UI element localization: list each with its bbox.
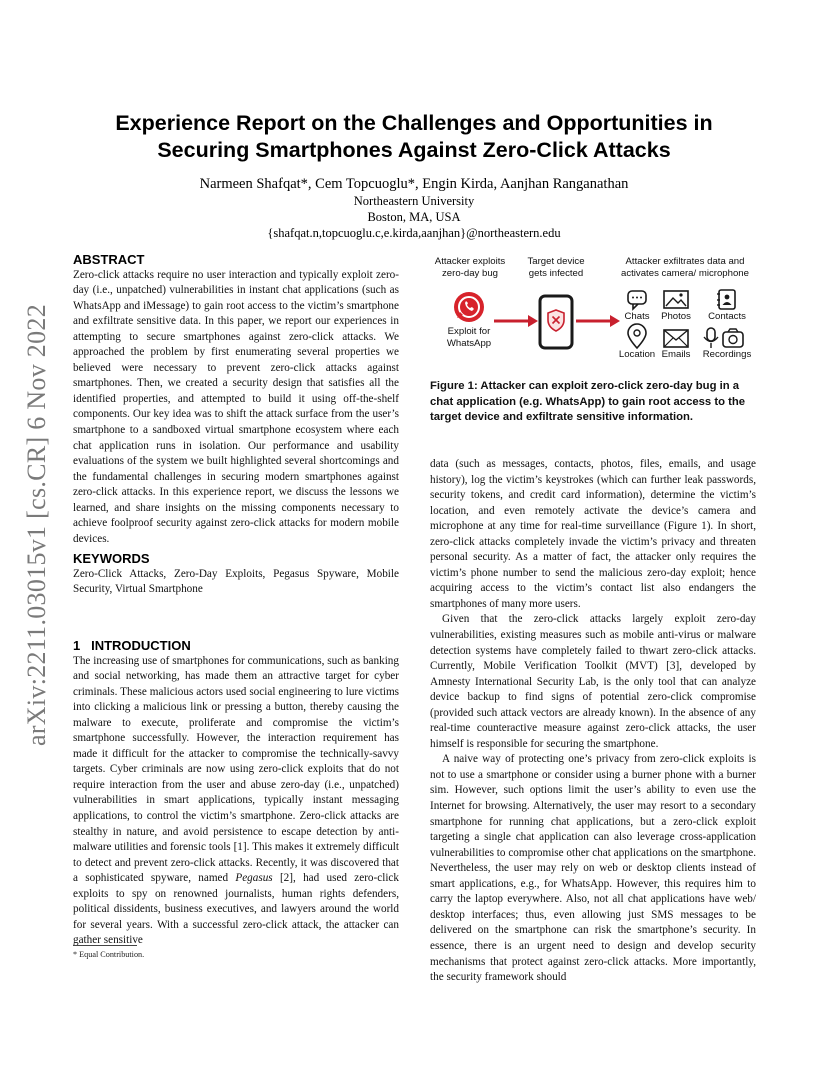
right-column	[430, 457, 756, 986]
arxiv-sidebar	[20, 290, 54, 760]
title-line-1: Experience Report on the Challenges and Opportunities in	[115, 111, 713, 135]
introduction-heading	[73, 638, 399, 654]
paragraph-existing-measures: Given that the zero-click attacks largely exploit zero-day vulnerabilities, existing measures such as mobile anti-virus or malware detection systems have completely failed to thwart zero-click attacks. Currently, Mobile Verification Toolkit (MVT) [3], developed by Amnesty International Security Lab, is the only tool that can analyze device backup to find signs of potential zero-click compromise (provided such attack vectors are already known). In the absence of any real-time counteractive measure against zero-click attacks, the user himself is responsible for securing the smartphone.	[430, 613, 756, 750]
item-photos: Photos	[661, 311, 691, 322]
affiliation-location: Boston, MA, USA	[367, 210, 461, 224]
label-exfil: Attacker exfiltrates data and activates camera/ microphone	[621, 256, 749, 279]
microphone-icon	[704, 328, 718, 348]
label-target: Target device gets infected	[527, 256, 585, 279]
figure-1	[430, 254, 760, 364]
affiliation-university: Northeastern University	[353, 194, 475, 208]
item-emails: Emails	[661, 349, 691, 360]
section-number: 1	[73, 638, 81, 653]
abstract-text: Zero-click attacks require no user interaction and typically exploit zero-day (i.e., unpatched) vulnerabilities in instant chat applications (such as WhatsApp and iMessage) to gain root access to the victim’s smartphone and exfiltrate sensitive data. In this paper, we report our experiences in attempting to secure smartphones against zero-click attacks. We approached the problem by first enumerating several properties we believed were necessary to prevent zero-click attacks against smartphones. Then, we created a security design that satisfies all the identified properties, and attempted to build it using off-the-shelf components. Our key idea was to shift the attack surface from the user’s smartphone to a sandboxed virtual smartphone ecosystem where each chat application runs in isolation. Our performance and usability evaluations of the system we built highlighted several shortcomings and the fundamental challenges in securing modern smartphones against zero-click attacks. In this experience report, we discuss the lessons we learned, and share insights on the missing components necessary to achieve foolproof security against zero-click attacks for modern mobile devices.	[73, 268, 399, 545]
camera-icon	[723, 329, 743, 347]
section-title: INTRODUCTION	[91, 638, 191, 653]
photos-icon	[664, 291, 688, 308]
whatsapp-icon	[454, 292, 484, 322]
introduction-section	[73, 638, 399, 949]
arrow-1-icon	[494, 315, 538, 327]
abstract-heading: ABSTRACT	[73, 252, 145, 267]
chats-icon	[628, 291, 646, 309]
keywords-section	[73, 551, 399, 598]
contacts-icon	[717, 290, 735, 309]
location-icon	[628, 324, 646, 348]
arxiv-identifier: arXiv:2211.03015v1 [cs.CR] 6 Nov 2022	[22, 304, 51, 746]
abstract-section	[73, 252, 399, 547]
author-list: Narmeen Shafqat*, Cem Topcuoglu*, Engin Kirda, Aanjhan Ranganathan	[199, 176, 629, 192]
introduction-paragraph	[73, 654, 399, 949]
arrow-2-icon	[576, 315, 620, 327]
label-exploit: Attacker exploits zero-day bug	[434, 256, 506, 279]
emails-icon	[664, 330, 688, 347]
item-location: Location	[618, 349, 656, 360]
label-whatsapp: Exploit for WhatsApp	[446, 326, 492, 349]
footnote-text: * Equal Contribution.	[73, 950, 145, 959]
figure-caption: Figure 1: Attacker can exploit zero-click zero-day bug in a chat application (e.g. WhatsApp) to gain root access to the target device and exfiltrate sensitive information.	[430, 380, 746, 423]
keywords-text: Zero-Click Attacks, Zero-Day Exploits, Pegasus Spyware, Mobile Security, Virtual Smartphone	[73, 567, 399, 596]
infected-shield-icon	[548, 310, 564, 331]
paragraph-data-exfiltration: data (such as messages, contacts, photos, files, emails, and usage history), log the victim’s keystrokes (which can further leak passwords, security tokens, and credit card information), determine the victim’s location, and even remotely activate the device’s camera and microphone at any time for real-time surveillance (Figure 1). In short, zero-click attacks completely invade the victim’s privacy and threaten personal security. As a matter of fact, the attacker only requires the victim’s phone number to send the malicious zero-day exploit; hence acquiring access to the victim’s contact list also endangers the smartphones of many more users.	[430, 458, 756, 610]
paragraph-naive-protection: A naive way of protecting one’s privacy from zero-click exploits is not to use a smartphone or consider using a burner phone with a burner sim. However, such options limit the user’s ability to even use the Internet for browsing. Alternatively, the user may resort to a secondary smartphone for running chat applications, but a zero-click exploit targeting a single chat application can also leverage cross-application vulnerabilities to compromise other chat applications on the smartphone. Nevertheless, the user may rely on web or desktop clients instead of smart applications, e.g., for WhatsApp. However, this requires him to carry the laptop everywhere. Also, not all chat applications have web/ desktop interfaces; thus, even allowing just SMS messages to be delivered on the smartphone can risk the smartphone’s security. In essence, there is an urgent need to design and develop security mechanisms that protect against zero-click attacks. More importantly, the security framework should	[430, 753, 756, 984]
intro-text-part1: The increasing use of smartphones for communications, such as banking and social networking, has made them an attractive target for cyber criminals. These malicious actors used social engineering to lure victims into clicking a malicious link or pressing a button, thereby causing the malware to execute, proliferate and compromise the victim’s smartphone successfully. However, the interaction requirement has made it difficult for the attacker to compromise the technically-savvy targets. Cyber criminals are now using zero-click exploits that do not require interaction from the user and abuse zero-day (i.e., unpatched) vulnerabilities in smart applications, typically instant messaging applications, to control the victim’s smartphone. Zero-click attacks are stealthy in nature, and avoid persistence to escape detection by anti-malware utilities and forensic tools [1]. This makes it extremely difficult to detect and prevent zero-click attacks. Recently, it was discovered that a sophisticated spyware, named	[73, 654, 399, 885]
keywords-heading: KEYWORDS	[73, 551, 150, 566]
item-contacts: Contacts	[708, 311, 746, 322]
item-recordings: Recordings	[702, 349, 752, 360]
title-line-2: Securing Smartphones Against Zero-Click Attacks	[157, 138, 671, 162]
intro-text-part2: [2], had used zero-click exploits to spy on renowned journalists, human rights defenders, political dissidents, business executives, and lawyers around the world for several years. With a successful zero-click attack, the attacker can gather sensitive	[73, 872, 399, 947]
affiliation-emails: {shafqat.n,topcuoglu.c,e.kirda,aanjhan}@northeastern.edu	[267, 226, 561, 240]
item-chats: Chats	[624, 311, 650, 322]
pegasus-italic: Pegasus	[235, 872, 273, 885]
paper-title	[0, 110, 828, 164]
footnote-rule	[73, 945, 137, 946]
